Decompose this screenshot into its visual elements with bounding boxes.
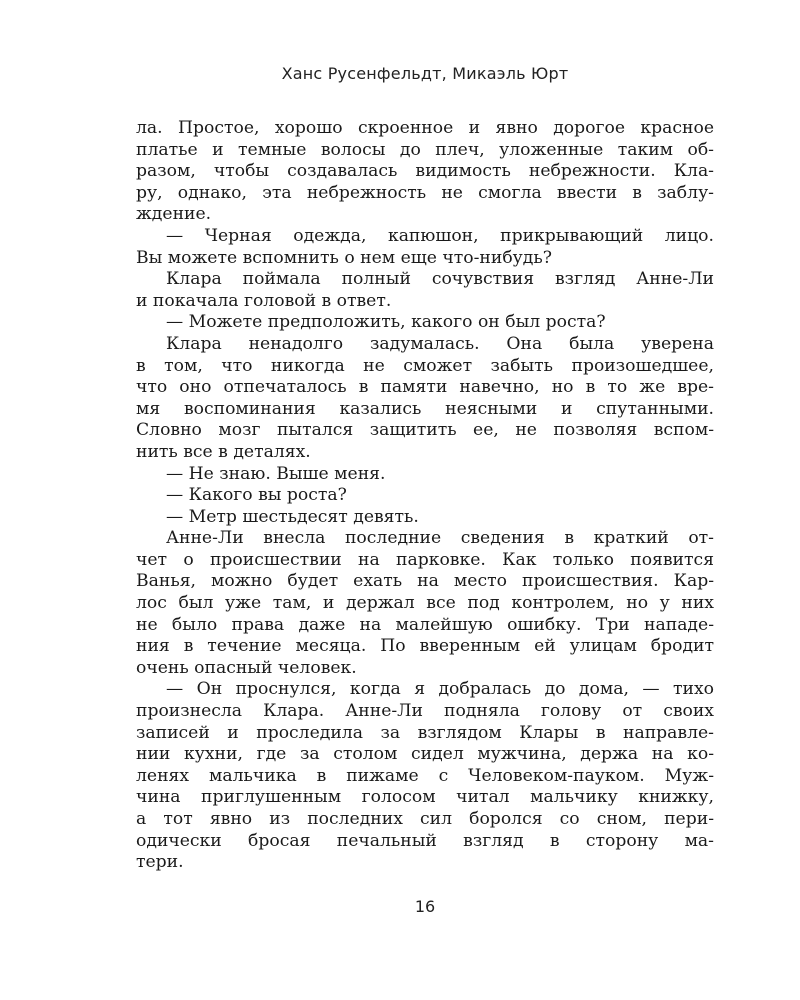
text-line: одически бросая печальный взгляд в сторону ма- [136,830,714,851]
text-line: разом, чтобы создавалась видимость небрежности. Кла- [136,161,714,182]
text-line: ния в течение месяца. По вверенным ей улицам бродит [136,636,714,657]
text-line: нить все в деталях. [136,441,311,462]
text-line: нии кухни, где за столом сидел мужчина, держа на ко- [136,744,714,765]
text-line: — Метр шестьдесят девять. [166,506,419,527]
body-text [136,118,714,874]
text-line: ленях мальчика в пижаме с Человеком-пауком. Муж- [136,765,714,786]
text-line: Анне-Ли внесла последние сведения в краткий от- [166,528,714,549]
text-line: — Какого вы роста? [166,485,347,506]
text-line: Вы можете вспомнить о нем еще что-нибудь? [136,247,552,268]
text-line: чет о происшествии на парковке. Как только появится [136,549,714,570]
text-line: очень опасный человек. [136,657,357,678]
text-line: — Он проснулся, когда я добралась до дома, — тихо [166,679,714,700]
text-line: Ванья, можно будет ехать на место происшествия. Кар- [136,571,714,592]
text-line: Клара поймала полный сочувствия взгляд Анне-Ли [166,269,714,290]
text-line: Словно мозг пытался защитить ее, не позволяя вспом- [136,420,714,441]
page-number: 16 [414,897,436,916]
text-line: мя воспоминания казались неясными и спутанными. [136,398,714,419]
text-line: ла. Простое, хорошо скроенное и явно дорогое красное [136,118,714,138]
text-line: чина приглушенным голосом читал мальчику книжку, [136,787,714,808]
text-line: лос был уже там, и держал все под контролем, но у них [136,593,714,614]
text-line: что оно отпечаталось в памяти навечно, но в то же вре- [136,377,714,398]
text-line: ждение. [136,204,212,225]
text-line: записей и проследила за взглядом Клары в направле- [136,722,714,743]
text-line: ру, однако, эта небрежность не смогла ввести в заблу- [136,182,714,203]
text-line: и покачала головой в ответ. [136,290,392,311]
text-line: не было права даже на малейшую ошибку. Три нападе- [136,614,714,635]
text-line: произнесла Клара. Анне-Ли подняла голову от своих [136,701,714,722]
text-line: тери. [136,852,184,873]
text-line: — Черная одежда, капюшон, прикрывающий лицо. [166,225,714,246]
text-line: Клара ненадолго задумалась. Она была уверена [166,333,714,354]
text-line: а тот явно из последних сил боролся со сном, пери- [136,809,714,829]
running-header: Ханс Русенфельдт, Микаэль Юрт [281,64,569,83]
text-line: платье и темные волосы до плеч, уложенные таким об- [136,139,714,160]
text-line: — Можете предположить, какого он был роста? [166,312,606,333]
text-line: — Не знаю. Выше меня. [166,463,386,484]
text-line: в том, что никогда не сможет забыть произошедшее, [136,355,714,376]
